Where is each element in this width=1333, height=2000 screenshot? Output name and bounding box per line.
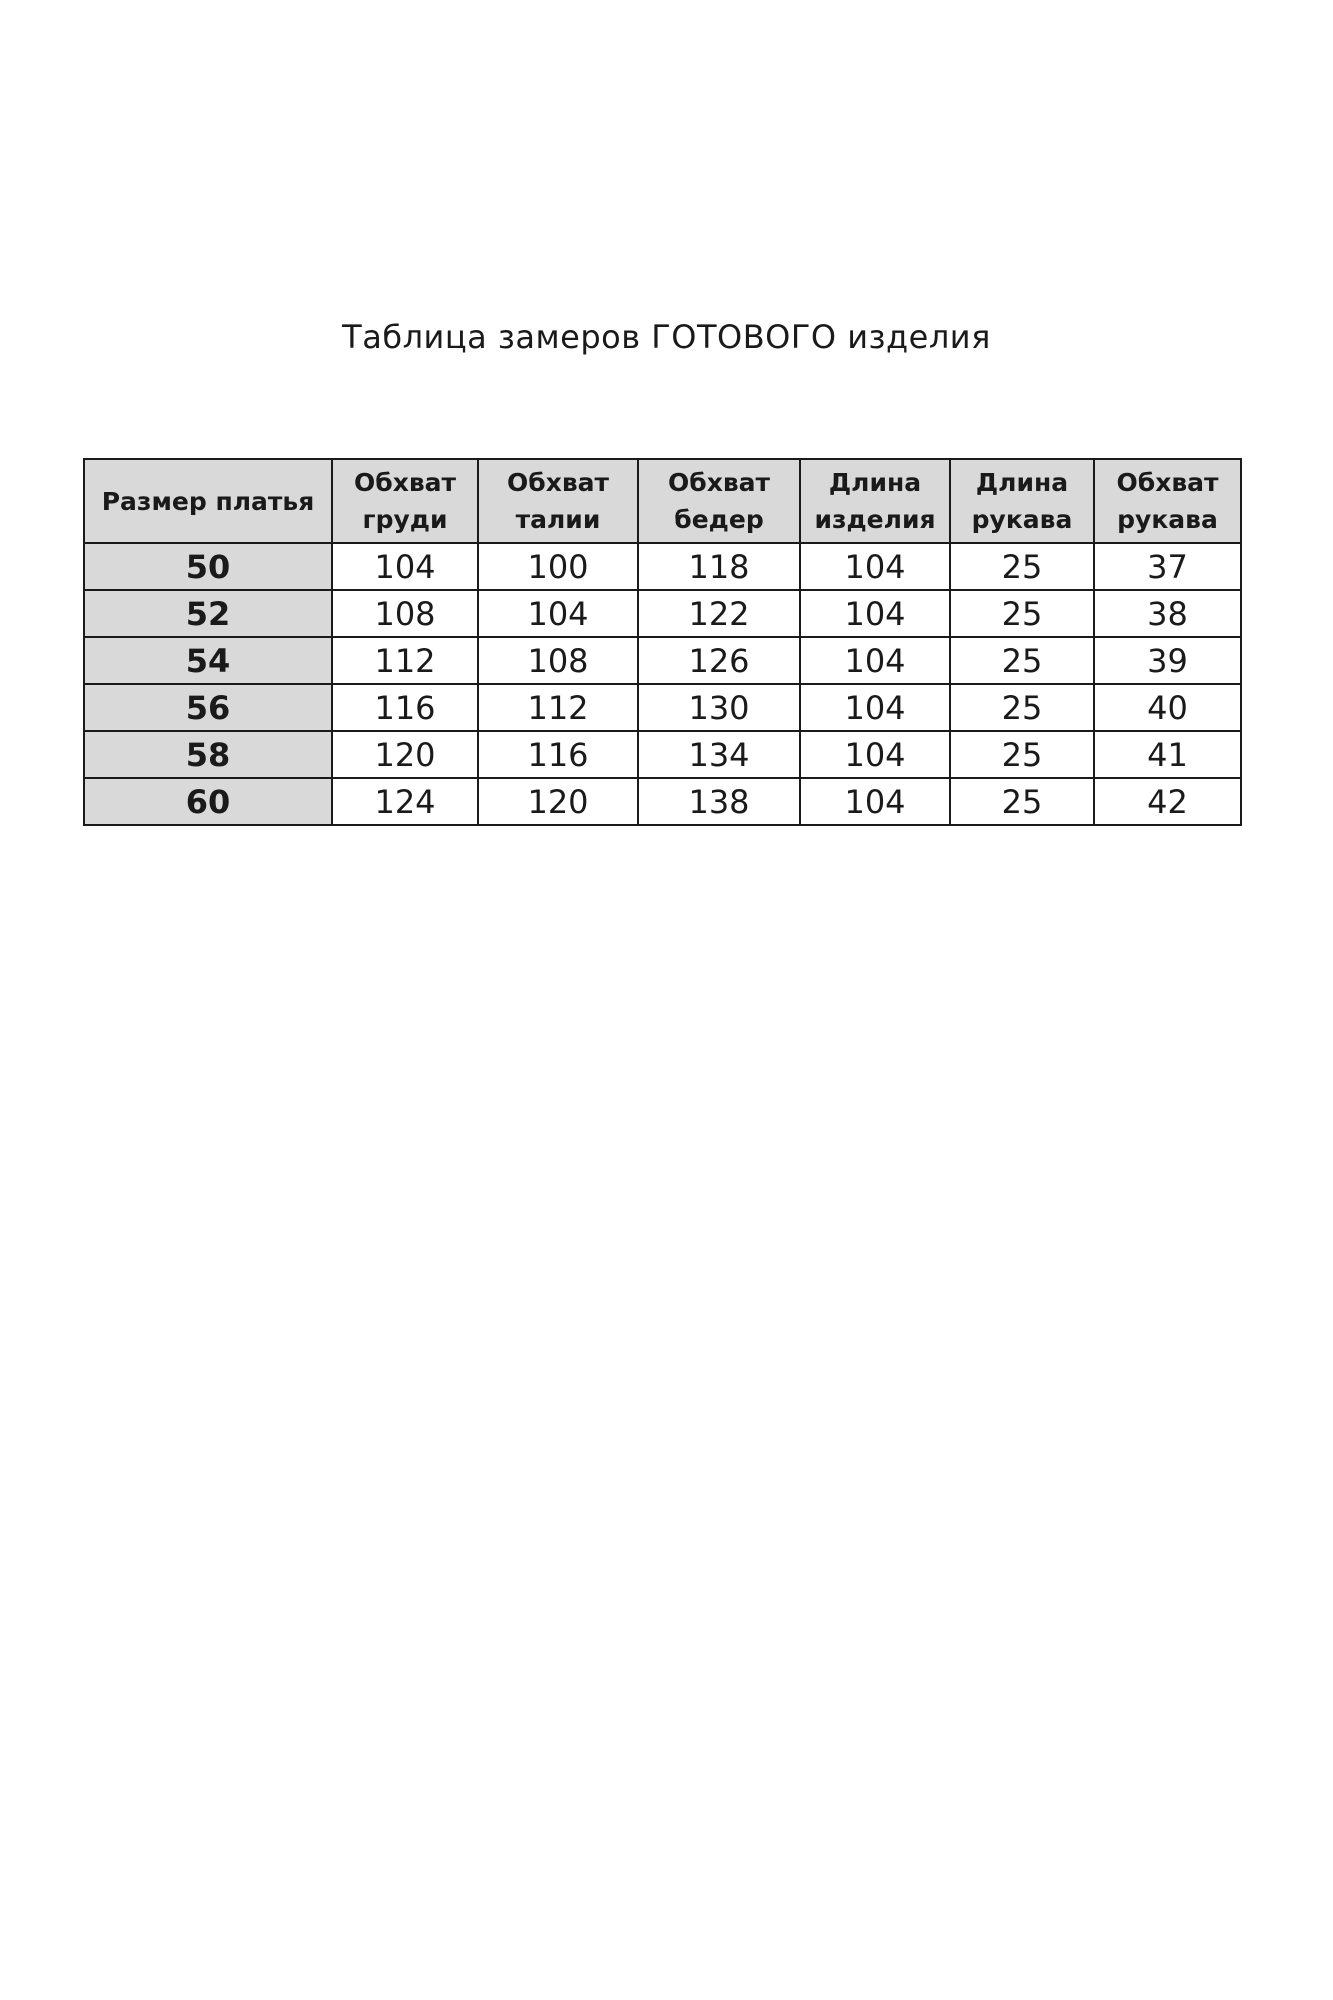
table-cell: 126 bbox=[638, 637, 800, 684]
table-cell: 25 bbox=[950, 590, 1094, 637]
table-cell: 37 bbox=[1094, 543, 1241, 590]
table-cell: 25 bbox=[950, 543, 1094, 590]
table-cell: 130 bbox=[638, 684, 800, 731]
column-header-size bbox=[84, 459, 332, 543]
table-cell: 42 bbox=[1094, 778, 1241, 825]
header-label: рукава bbox=[971, 505, 1073, 534]
table-cell: 134 bbox=[638, 731, 800, 778]
column-header-waist bbox=[478, 459, 638, 543]
size-cell: 50 bbox=[84, 543, 332, 590]
table-cell: 25 bbox=[950, 637, 1094, 684]
size-cell: 54 bbox=[84, 637, 332, 684]
table-cell: 39 bbox=[1094, 637, 1241, 684]
table-cell: 104 bbox=[332, 543, 478, 590]
table-cell: 138 bbox=[638, 778, 800, 825]
table-cell: 25 bbox=[950, 684, 1094, 731]
size-cell: 52 bbox=[84, 590, 332, 637]
table-cell: 116 bbox=[332, 684, 478, 731]
table-cell: 38 bbox=[1094, 590, 1241, 637]
table-cell: 104 bbox=[800, 590, 950, 637]
table-row bbox=[84, 684, 1241, 731]
header-label: изделия bbox=[814, 505, 936, 534]
table-cell: 104 bbox=[800, 778, 950, 825]
header-label: бедер bbox=[674, 505, 764, 534]
table-cell: 104 bbox=[800, 637, 950, 684]
header-row bbox=[84, 459, 1241, 543]
page-title: Таблица замеров ГОТОВОГО изделия bbox=[342, 318, 991, 356]
table-cell: 122 bbox=[638, 590, 800, 637]
header-label: Обхват bbox=[506, 468, 609, 497]
table-cell: 25 bbox=[950, 731, 1094, 778]
table-cell: 112 bbox=[478, 684, 638, 731]
column-header-hips bbox=[638, 459, 800, 543]
table-row bbox=[84, 543, 1241, 590]
table-cell: 25 bbox=[950, 778, 1094, 825]
table-cell: 104 bbox=[800, 731, 950, 778]
table-cell: 118 bbox=[638, 543, 800, 590]
table-row bbox=[84, 637, 1241, 684]
column-header-sleeve-girth bbox=[1094, 459, 1241, 543]
table-cell: 40 bbox=[1094, 684, 1241, 731]
header-label: Длина bbox=[828, 468, 922, 497]
table-cell: 108 bbox=[478, 637, 638, 684]
size-table bbox=[83, 458, 1242, 826]
size-cell: 60 bbox=[84, 778, 332, 825]
size-cell: 56 bbox=[84, 684, 332, 731]
header-label: груди bbox=[362, 505, 448, 534]
table-cell: 116 bbox=[478, 731, 638, 778]
header-label: Длина bbox=[975, 468, 1069, 497]
table-cell: 120 bbox=[332, 731, 478, 778]
header-label: Обхват bbox=[353, 468, 456, 497]
table-row bbox=[84, 590, 1241, 637]
table-cell: 112 bbox=[332, 637, 478, 684]
column-header-length bbox=[800, 459, 950, 543]
table-cell: 124 bbox=[332, 778, 478, 825]
header-label: рукава bbox=[1117, 505, 1218, 534]
table-cell: 104 bbox=[800, 543, 950, 590]
table-cell: 108 bbox=[332, 590, 478, 637]
table-cell: 41 bbox=[1094, 731, 1241, 778]
column-header-sleeve-length bbox=[950, 459, 1094, 543]
table-cell: 120 bbox=[478, 778, 638, 825]
header-label: Обхват bbox=[667, 468, 770, 497]
column-header-chest bbox=[332, 459, 478, 543]
size-cell: 58 bbox=[84, 731, 332, 778]
table-cell: 100 bbox=[478, 543, 638, 590]
table-row bbox=[84, 731, 1241, 778]
table-row bbox=[84, 778, 1241, 825]
header-label: Обхват bbox=[1116, 468, 1219, 497]
header-label: талии bbox=[515, 505, 601, 534]
table-cell: 104 bbox=[478, 590, 638, 637]
table-cell: 104 bbox=[800, 684, 950, 731]
header-label: Размер платья bbox=[101, 486, 315, 516]
